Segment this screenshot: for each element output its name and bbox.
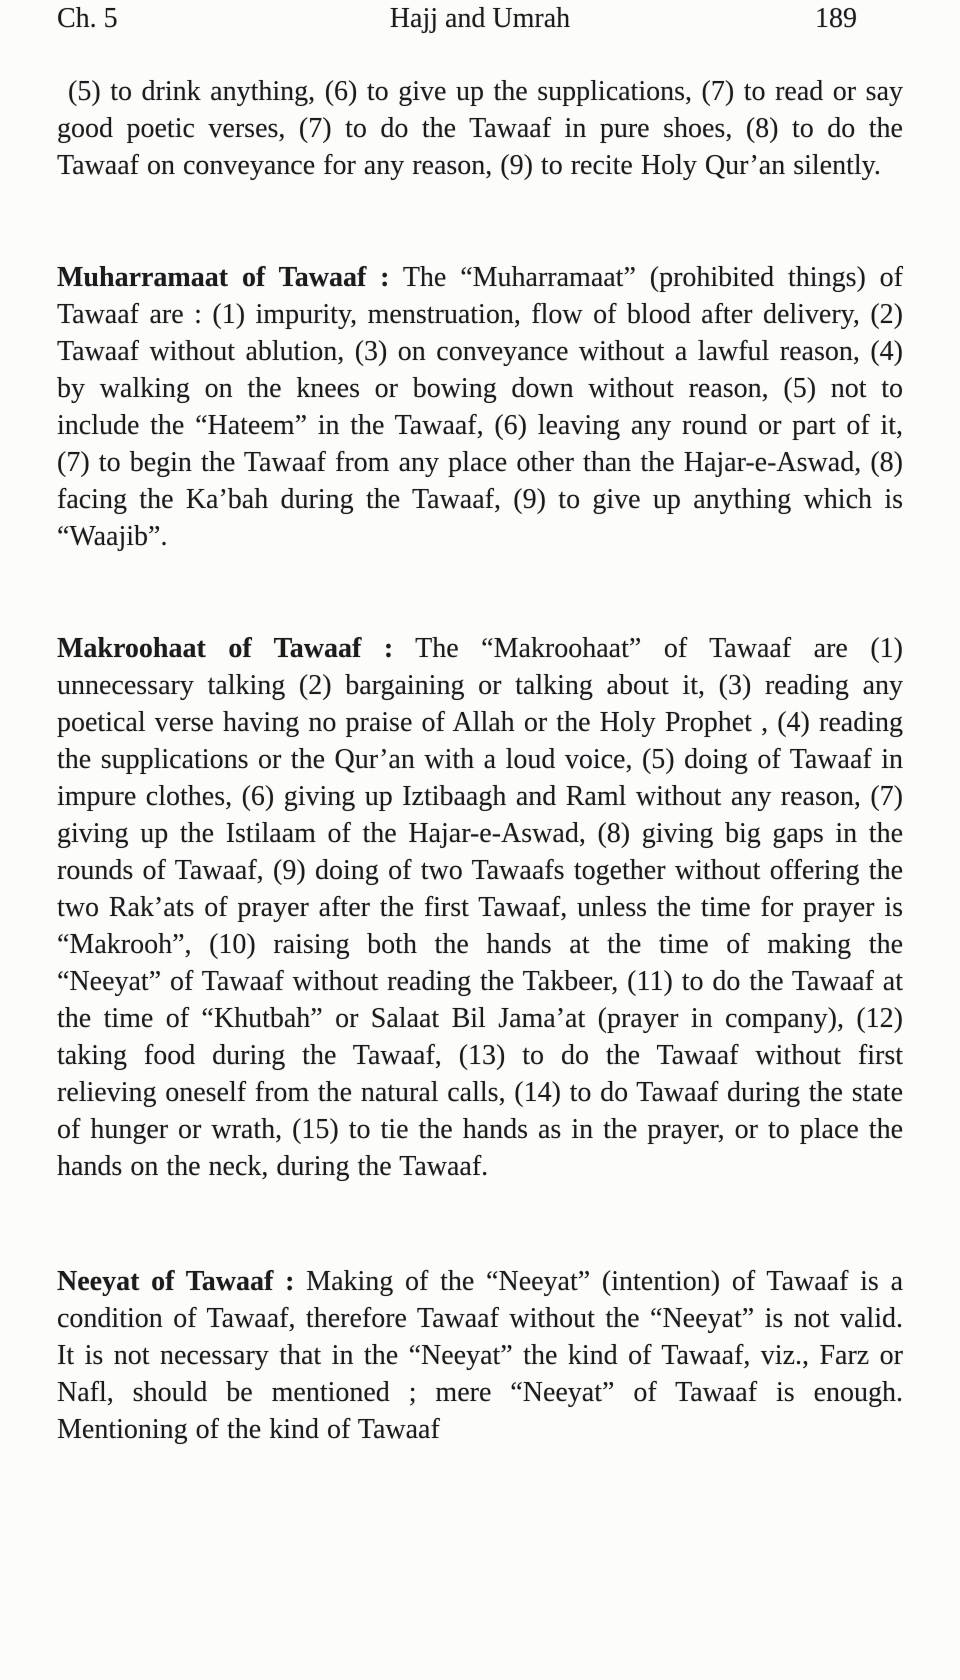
paragraph-text: The “Makroohaat” of Tawaaf are (1) unnecessary talking (2) bargaining or talking about it, (3) reading any poetical verse having no praise of Allah or the Holy Prophet , (4) reading the supplications or the Qur’an with a loud voice, (5) doing of Tawaaf in impure clothes, (6) giving up Iztibaagh and Raml without any reason, (7) giving up the Istilaam of the Hajar-e-Aswad, (8) giving big gaps in the rounds of Tawaaf, (9) doing of two Tawaafs together without offering the two Rak’ats of prayer after the first Tawaaf, unless the time for prayer is “Makrooh”, (10) raising both the hands at the time of making the “Neeyat” of Tawaaf without reading the Takbeer, (11) to do the Tawaaf at the time of “Khutbah” or Salaat Bil Jama’at (prayer in company), (12) taking food during the Tawaaf, (13) to do the Tawaaf without first relieving oneself from the natural calls, (14) to do Tawaaf during the state of hunger or wrath, (15) to tie the hands as in the prayer, or to place the hands on the neck, during the Tawaaf. [57, 633, 903, 1182]
paragraph-makroohaat [57, 630, 903, 1185]
paragraph-lead: Neeyat of Tawaaf : [57, 1266, 295, 1297]
chapter-label: Ch. 5 [57, 3, 118, 34]
paragraph-neeyat [57, 1263, 903, 1448]
page-number: 189 [815, 3, 857, 34]
paragraph-text: (5) to drink anything, (6) to give up the supplications, (7) to read or say good poetic verses, (7) to do the Tawaaf in pure shoes, (8) to do the Tawaaf on conveyance for any reason, (9) to recite Holy Qur’an silently. [57, 76, 903, 181]
paragraph-lead: Makroohaat of Tawaaf : [57, 633, 394, 664]
paragraph-text: The “Muharramaat” (prohibited things) of Tawaaf are : (1) impurity, menstruation, flow of blood after delivery, (2) Tawaaf without ablution, (3) on conveyance without a lawful reason, (4) by walking on the knees or bowing down without reason, (5) not to include the “Hateem” in the Tawaaf, (6) leaving any round or part of it, (7) to begin the Tawaaf from any place other than the Hajar-e-Aswad, (8) facing the Ka’bah during the Tawaaf, (9) to give up anything which is “Waajib”. [57, 262, 903, 552]
page-title: Hajj and Umrah [389, 3, 571, 34]
paragraph-muharramaat [57, 259, 903, 555]
paragraph-text: Making of the “Neeyat” (intention) of Tawaaf is a condition of Tawaaf, therefore Tawaaf without the “Neeyat” is not valid. It is not necessary that in the “Neeyat” the kind of Tawaaf, viz., Farz or Nafl, should be mentioned ; mere “Neeyat” of Tawaaf is enough. Mentioning of the kind of Tawaaf [57, 1266, 903, 1445]
paragraph-intro [57, 73, 903, 184]
paragraph-lead: Muharramaat of Tawaaf : [57, 262, 390, 293]
